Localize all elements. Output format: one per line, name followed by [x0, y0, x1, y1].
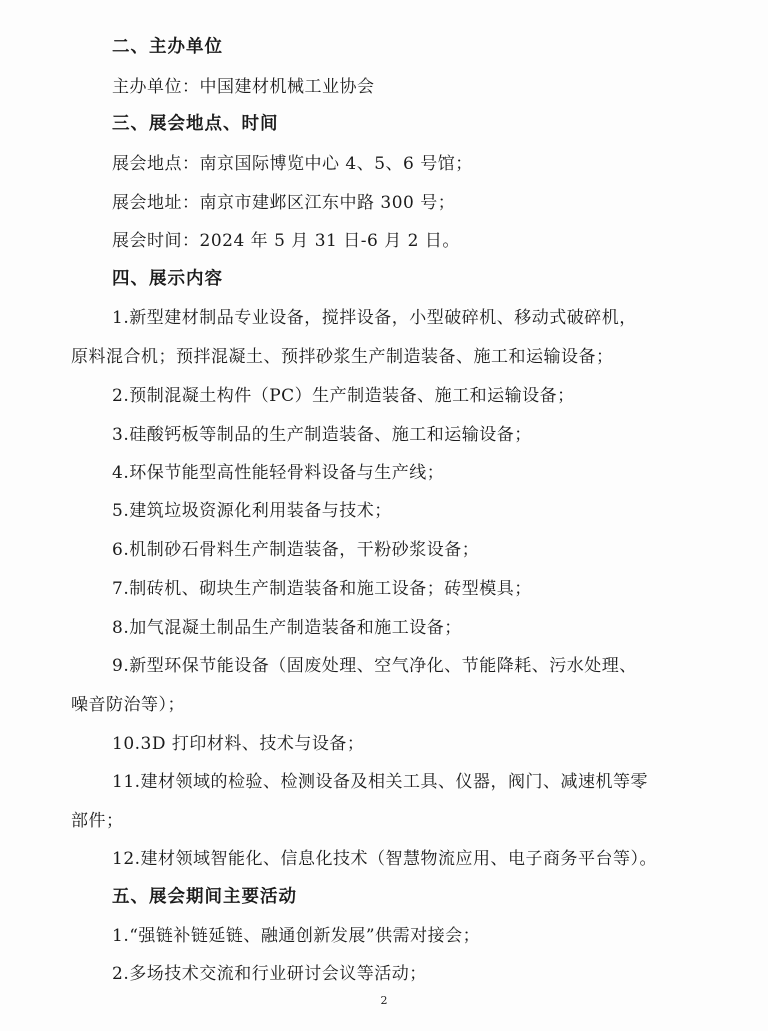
exhibit-item-9-line-2: 噪音防治等）； [71, 695, 185, 715]
exhibit-item-7: 7.制砖机、砌块生产制造装备和施工设备；砖型模具； [112, 579, 532, 599]
exhibit-item-6: 6.机制砂石骨料生产制造装备，干粉砂浆设备； [112, 540, 480, 560]
exhibit-item-4: 4.环保节能型高性能轻骨料设备与生产线； [112, 463, 445, 483]
exhibit-item-10: 10.3D 打印材料、技术与设备； [112, 734, 365, 754]
exhibit-item-11-line-2: 部件； [71, 811, 124, 831]
exhibit-item-12: 12.建材领域智能化、信息化技术（智慧物流应用、电子商务平台等）。 [112, 849, 658, 869]
page-number: 2 [380, 994, 388, 1007]
exhibit-item-8: 8.加气混凝土制品生产制造装备和施工设备； [112, 618, 462, 638]
section-heading-exhibits: 四、展示内容 [112, 269, 223, 289]
exhibit-item-1-line-2: 原料混合机；预拌混凝土、预拌砂浆生产制造装备、施工和运输设备； [71, 347, 614, 367]
venue-location: 展会地点：南京国际博览中心 4、5、6 号馆； [112, 154, 473, 174]
venue-address: 展会地址：南京市建邺区江东中路 300 号； [112, 193, 456, 213]
exhibit-item-2: 2.预制混凝土构件（PC）生产制造装备、施工和运输设备； [112, 386, 575, 406]
section-heading-activities: 五、展会期间主要活动 [112, 887, 297, 907]
exhibit-item-1-line-1: 1.新型建材制品专业设备，搅拌设备，小型破碎机、移动式破碎机， [112, 308, 637, 328]
venue-time: 展会时间：2024 年 5 月 31 日-6 月 2 日。 [112, 231, 460, 251]
exhibit-item-11-line-1: 11.建材领域的检验、检测设备及相关工具、仪器，阀门、减速机等零 [112, 772, 649, 792]
organizer-line: 主办单位：中国建材机械工业协会 [112, 77, 375, 97]
section-heading-organizer: 二、主办单位 [112, 37, 223, 57]
exhibit-item-5: 5.建筑垃圾资源化利用装备与技术； [112, 501, 392, 521]
section-heading-venue: 三、展会地点、时间 [112, 114, 279, 134]
activity-item-2: 2.多场技术交流和行业研讨会议等活动； [112, 964, 427, 984]
exhibit-item-3: 3.硅酸钙板等制品的生产制造装备、施工和运输设备； [112, 425, 532, 445]
activity-item-1: 1.“强链补链延链、融通创新发展”供需对接会； [112, 926, 481, 946]
exhibit-item-9-line-1: 9.新型环保节能设备（固废处理、空气净化、节能降耗、污水处理、 [112, 656, 637, 676]
